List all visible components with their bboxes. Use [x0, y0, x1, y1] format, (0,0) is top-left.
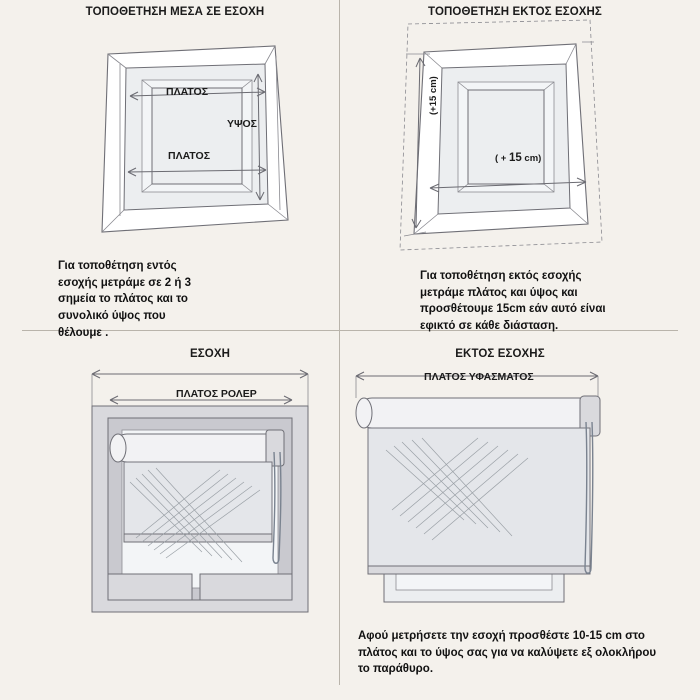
divider-vertical-bottom — [339, 330, 340, 685]
label-width-add — [495, 152, 541, 164]
label-fabric-width: ΠΛΑΤΟΣ ΥΦΑΣΜΑΤΟΣ — [424, 371, 534, 383]
panel-title-bottom-right: ΕΚΤΟΣ ΕΣΟΧΗΣ — [455, 348, 545, 360]
label-height-add: (+15 cm) — [428, 76, 439, 115]
caption-bottom-right: Αφού μετρήσετε την εσοχή προσθέστε 10-15 cm στο πλάτος και το ύψος σας για να καλύψετε εξ ολοκλήρου το παράθυρο. — [358, 630, 657, 676]
panel-title-bottom-left: ΕΣΟΧΗ — [190, 348, 230, 360]
label-width-bottom: ΠΛΑΤΟΣ — [168, 150, 210, 162]
label-width-add-prefix: ( + — [495, 153, 509, 164]
caption-top-left: Για τοποθέτηση εντός εσοχής μετράμε σε 2 ή 3 σημεία το πλάτος και το συνολικό ύψος που θέλουμε . — [58, 260, 191, 339]
diagram-outside-recess — [390, 18, 670, 258]
panel-title-top-right: ΤΟΠΟΘΕΤΗΣΗ ΕΚΤΟΣ ΕΣΟΧΗΣ — [428, 6, 602, 18]
caption-top-right: Για τοποθέτηση εκτός εσοχής μετράμε πλάτος και ύψος και προσθέτουμε 15cm εάν αυτό είναι εφικτό σε κάθε διάσταση. — [420, 270, 606, 333]
label-roller-width: ΠΛΑΤΟΣ ΡΟΛΕΡ — [176, 388, 257, 400]
diagram-roller-inside — [70, 362, 330, 632]
divider-vertical-top — [339, 0, 340, 330]
diagram-inside-recess — [60, 24, 330, 254]
label-width-add-number: 15 — [509, 152, 522, 164]
label-width-top: ΠΛΑΤΟΣ — [166, 86, 208, 98]
panel-title-top-left: ΤΟΠΟΘΕΤΗΣΗ ΜΕΣΑ ΣΕ ΕΣΟΧΗ — [85, 6, 265, 18]
label-width-add-suffix: cm) — [521, 153, 542, 164]
label-height: ΥΨΟΣ — [227, 118, 257, 130]
diagram-roller-outside — [348, 362, 618, 612]
